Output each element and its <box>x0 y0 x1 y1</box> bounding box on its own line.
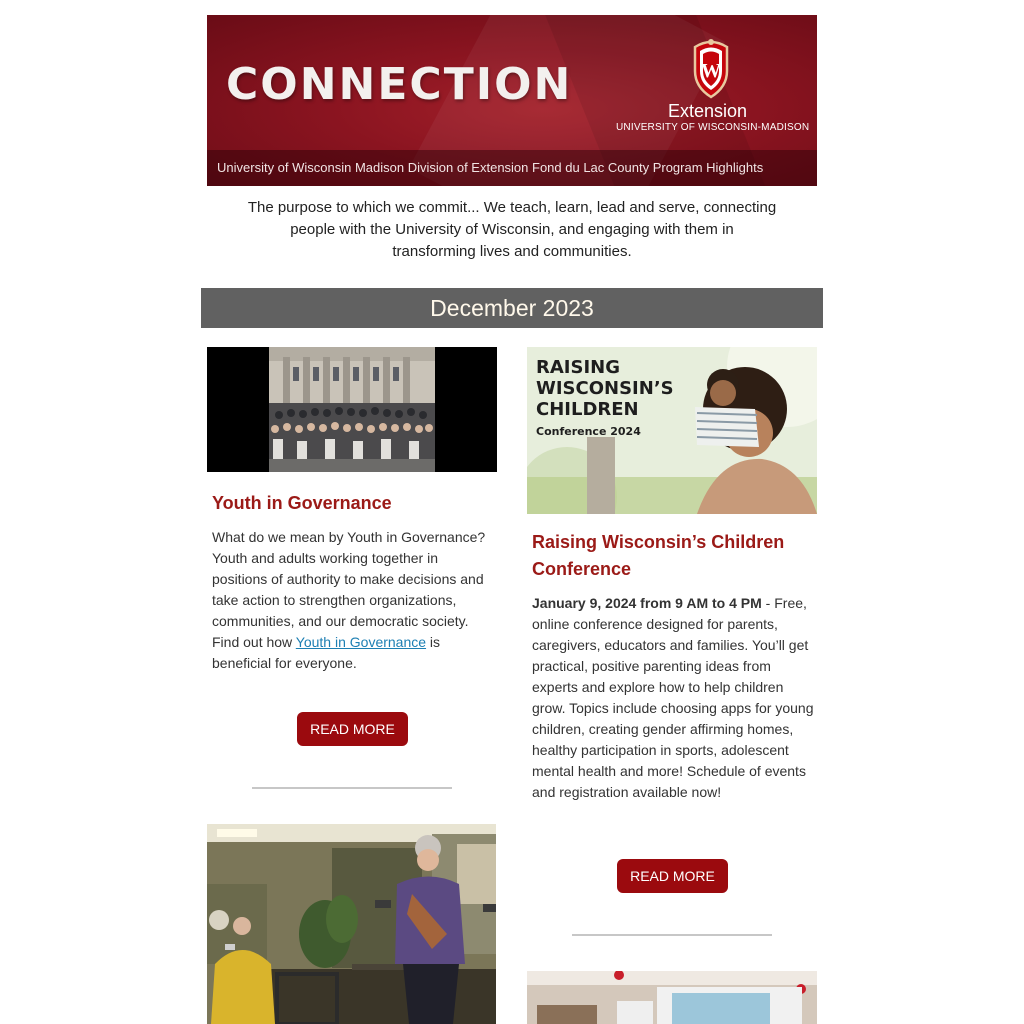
event-description: - Free, online conference designed for parents, caregivers, educators and families. You’ll get practical, positive parenting ideas from experts and explore how to help children grow. Topics include choosing apps for young children, creating gender affirming homes, healthy participation in sports, adolescent mental health and more! Schedule of events and registration available now! <box>532 595 814 800</box>
raising-wisconsins-children-image[interactable] <box>527 347 817 514</box>
body-text-end: is beneficial for everyone. <box>212 634 441 671</box>
divider <box>252 787 452 789</box>
banner-subtitle-strip <box>207 150 817 186</box>
banner-subtitle: University of Wisconsin Madison Division of Extension Fond du Lac County Program Highlights <box>217 160 764 175</box>
rwc-image-line3: CHILDREN <box>536 399 639 420</box>
rwc-image-line4: Conference 2024 <box>536 425 641 438</box>
capitol-group-photo[interactable] <box>207 347 497 472</box>
extension-wordmark: Extension <box>668 101 748 121</box>
event-date: January 9, 2024 from 9 AM to 4 PM <box>532 595 762 611</box>
read-more-button[interactable]: READ MORE <box>297 712 408 746</box>
exercise-class-photo[interactable] <box>207 824 496 1024</box>
crest-letter: W <box>701 60 721 82</box>
youth-governance-link[interactable]: Youth in Governance <box>295 634 427 650</box>
article-title-raising-wisconsins-children: Raising Wisconsin’s Children Conference <box>532 532 785 579</box>
uw-crest-logo <box>687 37 735 99</box>
header-banner <box>207 15 817 186</box>
read-more-button[interactable]: READ MORE <box>617 859 728 893</box>
article-title-youth-governance: Youth in Governance <box>212 493 392 513</box>
mission-statement: The purpose to which we commit... We teach, learn, lead and serve, connecting people with the University of Wisconsin, and engaging with them in transforming lives and communities. <box>247 199 777 260</box>
month-title: December 2023 <box>430 295 594 321</box>
article-body-raising-wisconsins-children <box>532 593 817 803</box>
divider <box>572 934 772 936</box>
rwc-image-line1: RAISING <box>536 357 620 378</box>
article-body-youth-governance <box>212 527 497 674</box>
month-header <box>201 288 823 328</box>
university-wordmark: UNIVERSITY OF WISCONSIN-MADISON <box>616 122 810 133</box>
banner-title: CONNECTION <box>226 59 573 110</box>
body-text: What do we mean by Youth in Governance? Youth and adults working together in positions of authority to make decisions and take action to strengthen organizations, communities, and our democratic society. Find out how <box>212 529 486 650</box>
rwc-image-line2: WISCONSIN’S <box>536 378 674 399</box>
presentation-room-photo[interactable] <box>527 971 817 1024</box>
